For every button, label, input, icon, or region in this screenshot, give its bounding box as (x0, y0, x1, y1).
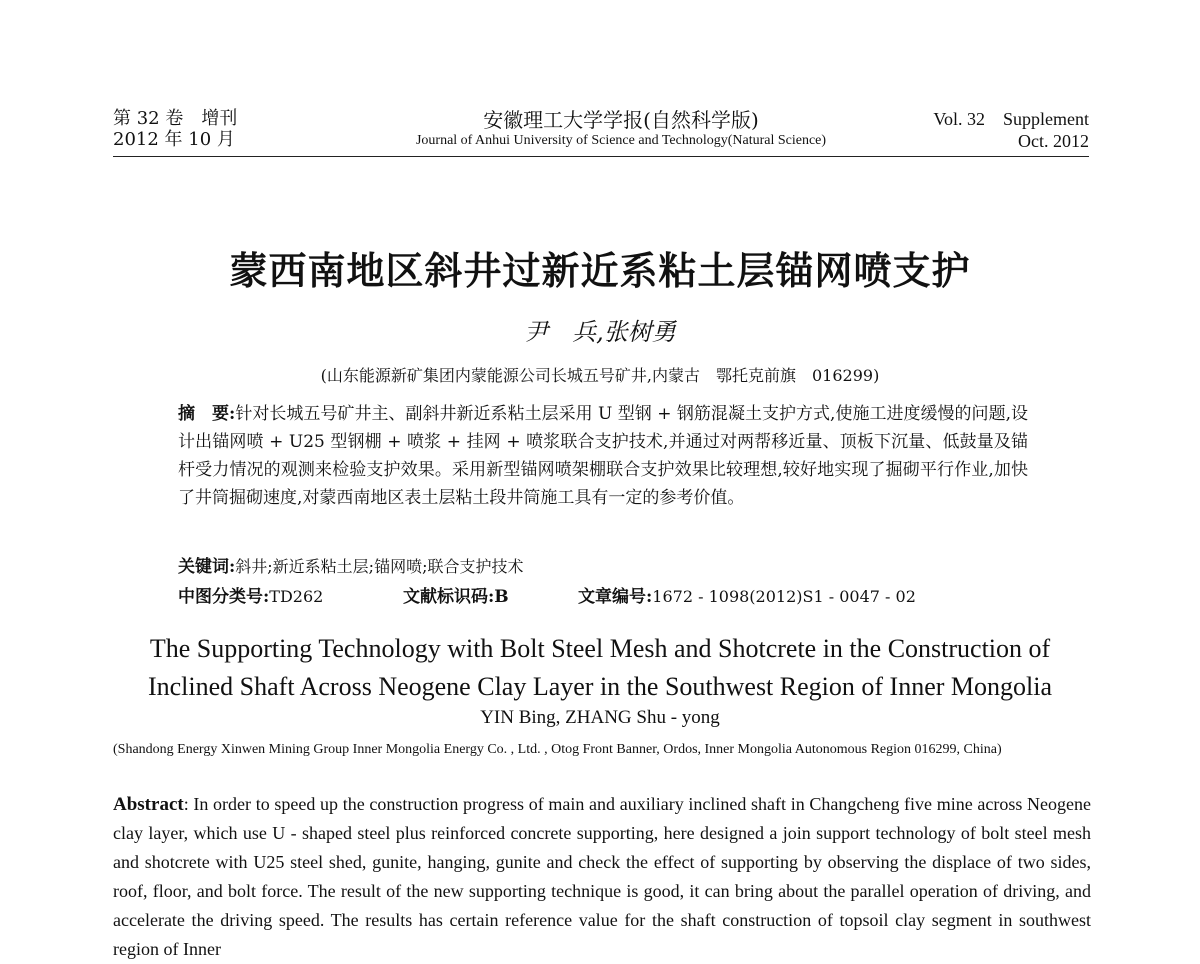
volume-info-en (933, 108, 1089, 152)
authors-cn: 尹 兵,张树勇 (524, 318, 676, 346)
keywords-cn-label: 关键词: (178, 557, 236, 577)
paper-title-cn: 蒙西南地区斜井过新近系粘土层锚网喷支护 (229, 248, 971, 293)
article-number-group (578, 582, 916, 607)
abstract-en-text: : In order to speed up the construction progress of main and auxiliary inclined shaft in Changcheng five mine across Neogene clay layer, which use U - shaped steel plus reinforced concrete supporting, here designed a join support technology of bolt steel mesh and shotcrete with U25 steel shed, gunite, hanging, gunite and check the effect of supporting by observing the displace of two sides, roof, floor, and bolt force. The result of the new supporting technique is good, it can bring about the parallel operation of driving, and accelerate the driving speed. The results has certain reference value for the shaft construction of topsoil clay segment in southwest region of Inner (113, 794, 1091, 959)
clc-value: TD262 (269, 587, 324, 606)
doc-code-value: B (494, 587, 509, 607)
doc-code-group (403, 582, 578, 607)
journal-name (323, 108, 919, 150)
clc-group (178, 582, 403, 607)
paper-title-en-line2: Inclined Shaft Across Neogene Clay Layer in the Southwest Region of Inner Mongolia (147, 672, 1053, 701)
keywords-cn-text: 斜井;新近系粘土层;锚网喷;联合支护技术 (235, 557, 524, 576)
abstract-cn (178, 400, 1028, 512)
abstract-cn-text: 针对长城五号矿井主、副斜井新近系粘土层采用 U 型钢 + 钢筋混凝土支护方式,使施工进度缓慢的问题,设计出锚网喷 + U25 型钢棚 + 喷浆 + 挂网 + 喷浆联合支护技术,并通过对两帮移近量、顶板下沉量、低鼓量及锚杆受力情况的观测来检验支护效果。采用新型锚网喷架棚联合支护效果比较理想,较好地实现了掘砌平行作业,加快了井筒掘砌速度,对蒙西南地区表土层粘土段井筒施工具有一定的参考价值。 (178, 404, 1028, 508)
volume-issue: 第 32 卷 增刊 (113, 108, 238, 129)
abstract-en (113, 790, 1091, 964)
paper-title-en-line1: The Supporting Technology with Bolt Steel Mesh and Shotcrete in the Construction of (149, 634, 1051, 663)
article-number-label: 文章编号: (578, 587, 653, 607)
affiliation-cn: (山东能源新矿集团内蒙能源公司长城五号矿井,内蒙古 鄂托克前旗 016299) (320, 366, 880, 385)
classification-line (178, 582, 1028, 607)
keywords-cn (178, 552, 523, 577)
journal-name-en: Journal of Anhui University of Science and Technology(Natural Science) (415, 133, 827, 148)
doc-code-label: 文献标识码: (403, 587, 495, 607)
publication-date: 2012 年 10 月 (113, 129, 235, 150)
authors-en: YIN Bing, ZHANG Shu - yong (480, 707, 720, 728)
paper-title-en (0, 630, 1200, 706)
abstract-en-label: Abstract (113, 794, 184, 815)
abstract-cn-label: 摘 要: (178, 404, 236, 424)
volume-supplement-en: Vol. 32 Supplement (933, 109, 1089, 129)
clc-label: 中图分类号: (178, 587, 270, 607)
publication-date-en: Oct. 2012 (1018, 131, 1089, 151)
volume-info (113, 108, 237, 150)
affiliation-en: (Shandong Energy Xinwen Mining Group Inner Mongolia Energy Co. , Ltd. , Otog Front Banner, Ordos, Inner Mongolia Autonomous Region 016299, China) (113, 742, 1002, 757)
journal-name-cn: 安徽理工大学学报(自然科学版) (483, 108, 759, 132)
journal-header (113, 108, 1089, 157)
article-number-value: 1672 - 1098(2012)S1 - 0047 - 02 (652, 587, 916, 606)
